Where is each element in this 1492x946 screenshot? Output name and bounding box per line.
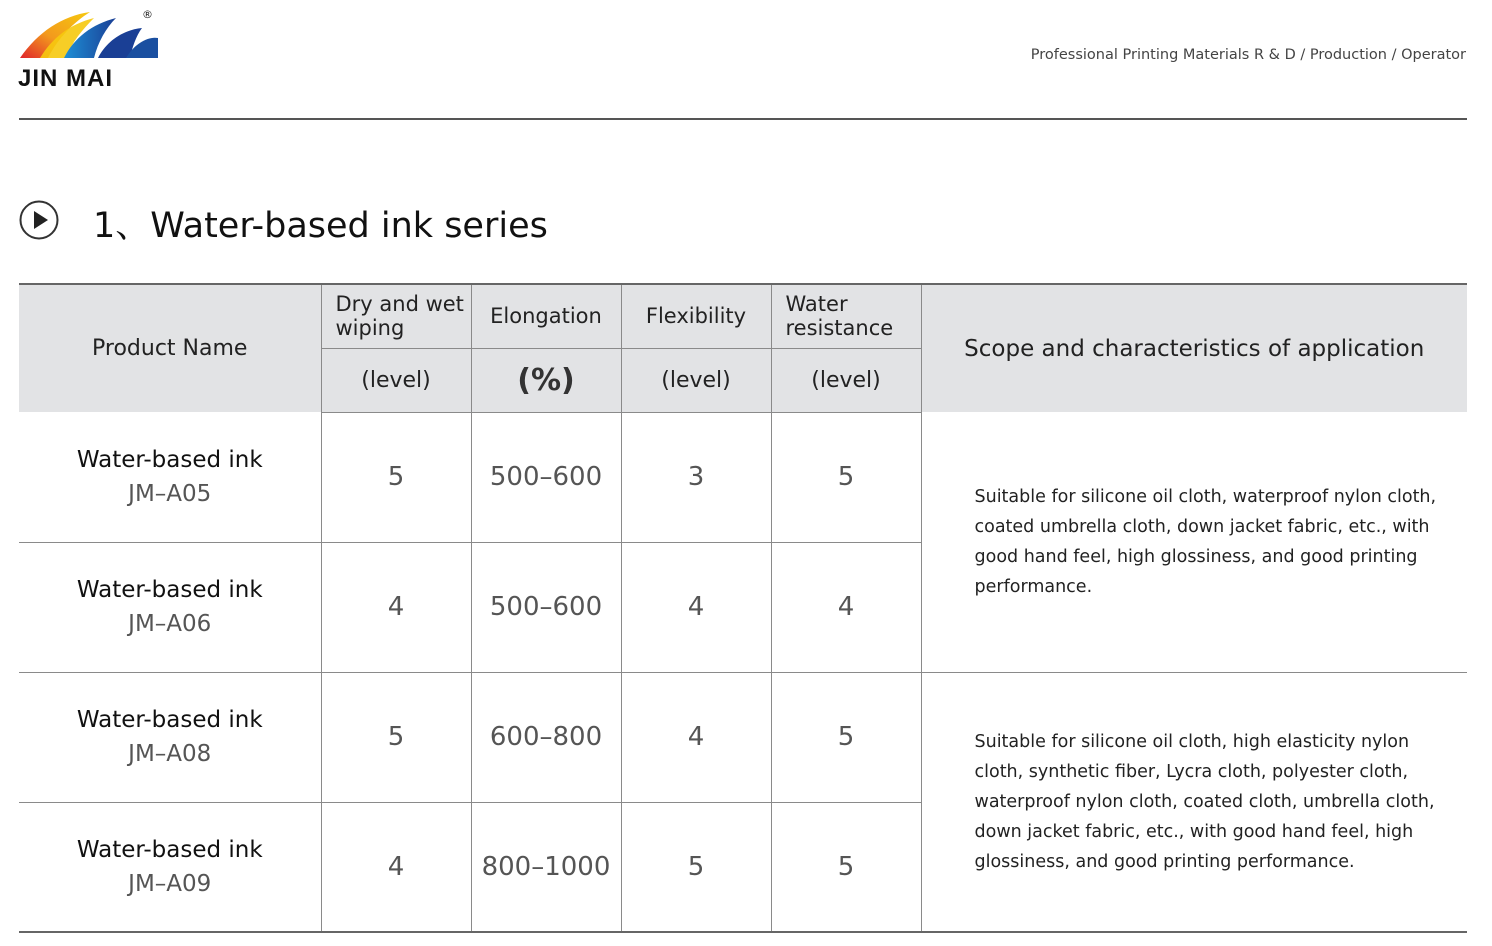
product-name: Water-based ink: [76, 446, 263, 473]
elongation-value: 500–600: [471, 542, 621, 672]
table-header-row: [19, 284, 1467, 348]
product-code: JM–A09: [128, 870, 212, 897]
elongation-value: 800–1000: [471, 802, 621, 932]
product-name-cell: [19, 672, 321, 802]
scope-description: Suitable for silicone oil cloth, waterproof nylon cloth, coated umbrella cloth, down jacket fabric, etc., with good hand feel, high glossiness, and good printing performance.: [974, 486, 1437, 597]
product-name-cell: [19, 542, 321, 672]
product-name: Water-based ink: [76, 836, 263, 863]
dry-wet-value: 5: [321, 412, 471, 542]
product-name: Water-based ink: [76, 707, 263, 733]
header-water-resistance: Water resistance: [771, 284, 921, 348]
unit-dry-wet: (level): [321, 348, 471, 412]
table-row: [19, 672, 1467, 802]
registered-mark: ®: [142, 8, 153, 21]
elongation-value: 500–600: [471, 412, 621, 542]
product-name-cell: [19, 802, 321, 932]
logo-wordmark: JIN MAI: [18, 65, 114, 92]
dry-wet-value: 5: [321, 672, 471, 802]
dry-wet-value: 4: [321, 802, 471, 932]
flexibility-value: 4: [621, 542, 771, 672]
company-tagline: Professional Printing Materials R & D / Production / Operator: [1030, 47, 1466, 63]
header-flexibility: Flexibility: [621, 284, 771, 348]
flexibility-value: 4: [621, 672, 771, 802]
header-divider: [19, 118, 1467, 120]
water-resistance-value: 5: [771, 802, 921, 932]
header-scope: Scope and characteristics of application: [921, 284, 1467, 412]
water-resistance-value: 5: [771, 672, 921, 802]
product-spec-table: [19, 283, 1467, 933]
product-name-cell: [19, 412, 321, 542]
header-elongation: Elongation: [471, 284, 621, 348]
flexibility-value: 3: [621, 412, 771, 542]
elongation-value: 600–800: [471, 672, 621, 802]
product-code: JM–A05: [128, 480, 212, 507]
unit-flexibility: (level): [621, 348, 771, 412]
unit-elongation: (%): [471, 348, 621, 412]
product-code: JM–A06: [128, 611, 212, 637]
flexibility-value: 5: [621, 802, 771, 932]
header-dry-wet-wiping: Dry and wet wiping: [321, 284, 471, 348]
water-resistance-value: 4: [771, 542, 921, 672]
product-code: JM–A08: [128, 741, 212, 767]
table-row: [19, 412, 1467, 542]
section-title: 1、Water-based ink series: [93, 206, 548, 246]
brand-logo: [18, 8, 168, 92]
product-spec-table-wrapper: [19, 283, 1467, 933]
header-product-name: Product Name: [19, 284, 321, 412]
scope-description: Suitable for silicone oil cloth, high elasticity nylon cloth, synthetic fiber, Lycra cloth, polyester cloth, waterproof nylon cloth, coated cloth, umbrella cloth, down jacket fabric, etc., with good hand feel, high glossiness, and good printing performance.: [921, 672, 1467, 932]
dry-wet-value: 4: [321, 542, 471, 672]
unit-water-resistance: (level): [771, 348, 921, 412]
product-name: Water-based ink: [76, 577, 263, 603]
water-resistance-value: 5: [771, 412, 921, 542]
play-circle-icon: [19, 200, 59, 240]
